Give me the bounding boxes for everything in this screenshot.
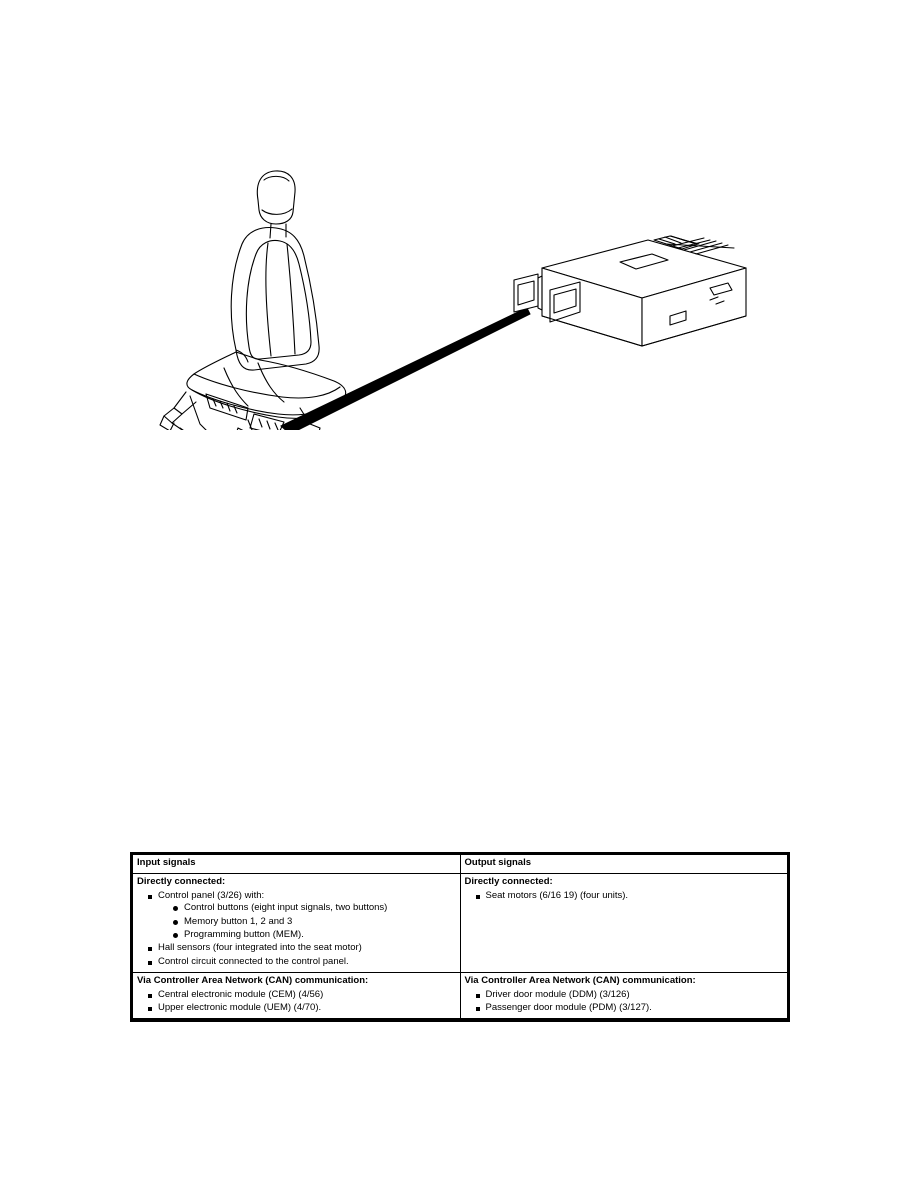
input-directly-connected-cell bbox=[133, 873, 461, 972]
output-can-cell bbox=[460, 973, 788, 1019]
list-item: Memory button 1, 2 and 3 bbox=[172, 916, 456, 929]
output-can-title: Via Controller Area Network (CAN) communication: bbox=[464, 975, 696, 986]
wiring-harness bbox=[281, 306, 530, 430]
signals-table bbox=[132, 854, 788, 1019]
list-item: Central electronic module (CEM) (4/56) bbox=[147, 989, 456, 1002]
list-item: Upper electronic module (UEM) (4/70). bbox=[147, 1002, 456, 1015]
list-item: Driver door module (DDM) (3/126) bbox=[475, 989, 784, 1002]
signals-table-container bbox=[130, 852, 790, 1022]
table-row bbox=[133, 873, 788, 972]
table-row bbox=[133, 973, 788, 1019]
list-item bbox=[147, 890, 456, 942]
table-header-row bbox=[133, 855, 788, 874]
input-directly-connected-list bbox=[137, 890, 456, 969]
list-item: Programming button (MEM). bbox=[172, 929, 456, 942]
input-can-list bbox=[137, 989, 456, 1015]
seat-control-module bbox=[514, 236, 746, 346]
list-item: Control circuit connected to the control panel. bbox=[147, 956, 456, 969]
output-signals-header: Output signals bbox=[460, 855, 788, 874]
list-item: Passenger door module (PDM) (3/127). bbox=[475, 1002, 784, 1015]
input-directly-connected-title: Directly connected: bbox=[137, 875, 226, 887]
output-directly-connected-list bbox=[465, 890, 784, 903]
output-directly-connected-cell bbox=[460, 873, 788, 972]
input-can-cell bbox=[133, 973, 461, 1019]
input-can-title: Via Controller Area Network (CAN) communication: bbox=[137, 975, 369, 986]
list-item: Seat motors (6/16 19) (four units). bbox=[475, 890, 784, 903]
power-seat-assembly bbox=[160, 171, 346, 430]
list-item: Control buttons (eight input signals, two buttons) bbox=[172, 902, 456, 915]
list-item-text: Control panel (3/26) with: bbox=[158, 889, 265, 901]
input-signals-header: Input signals bbox=[133, 855, 461, 874]
list-item: Hall sensors (four integrated into the seat motor) bbox=[147, 942, 456, 955]
output-can-list bbox=[465, 989, 784, 1015]
illustration-figure bbox=[150, 140, 770, 430]
output-directly-connected-title: Directly connected: bbox=[464, 875, 553, 887]
input-control-panel-sublist bbox=[158, 902, 456, 941]
